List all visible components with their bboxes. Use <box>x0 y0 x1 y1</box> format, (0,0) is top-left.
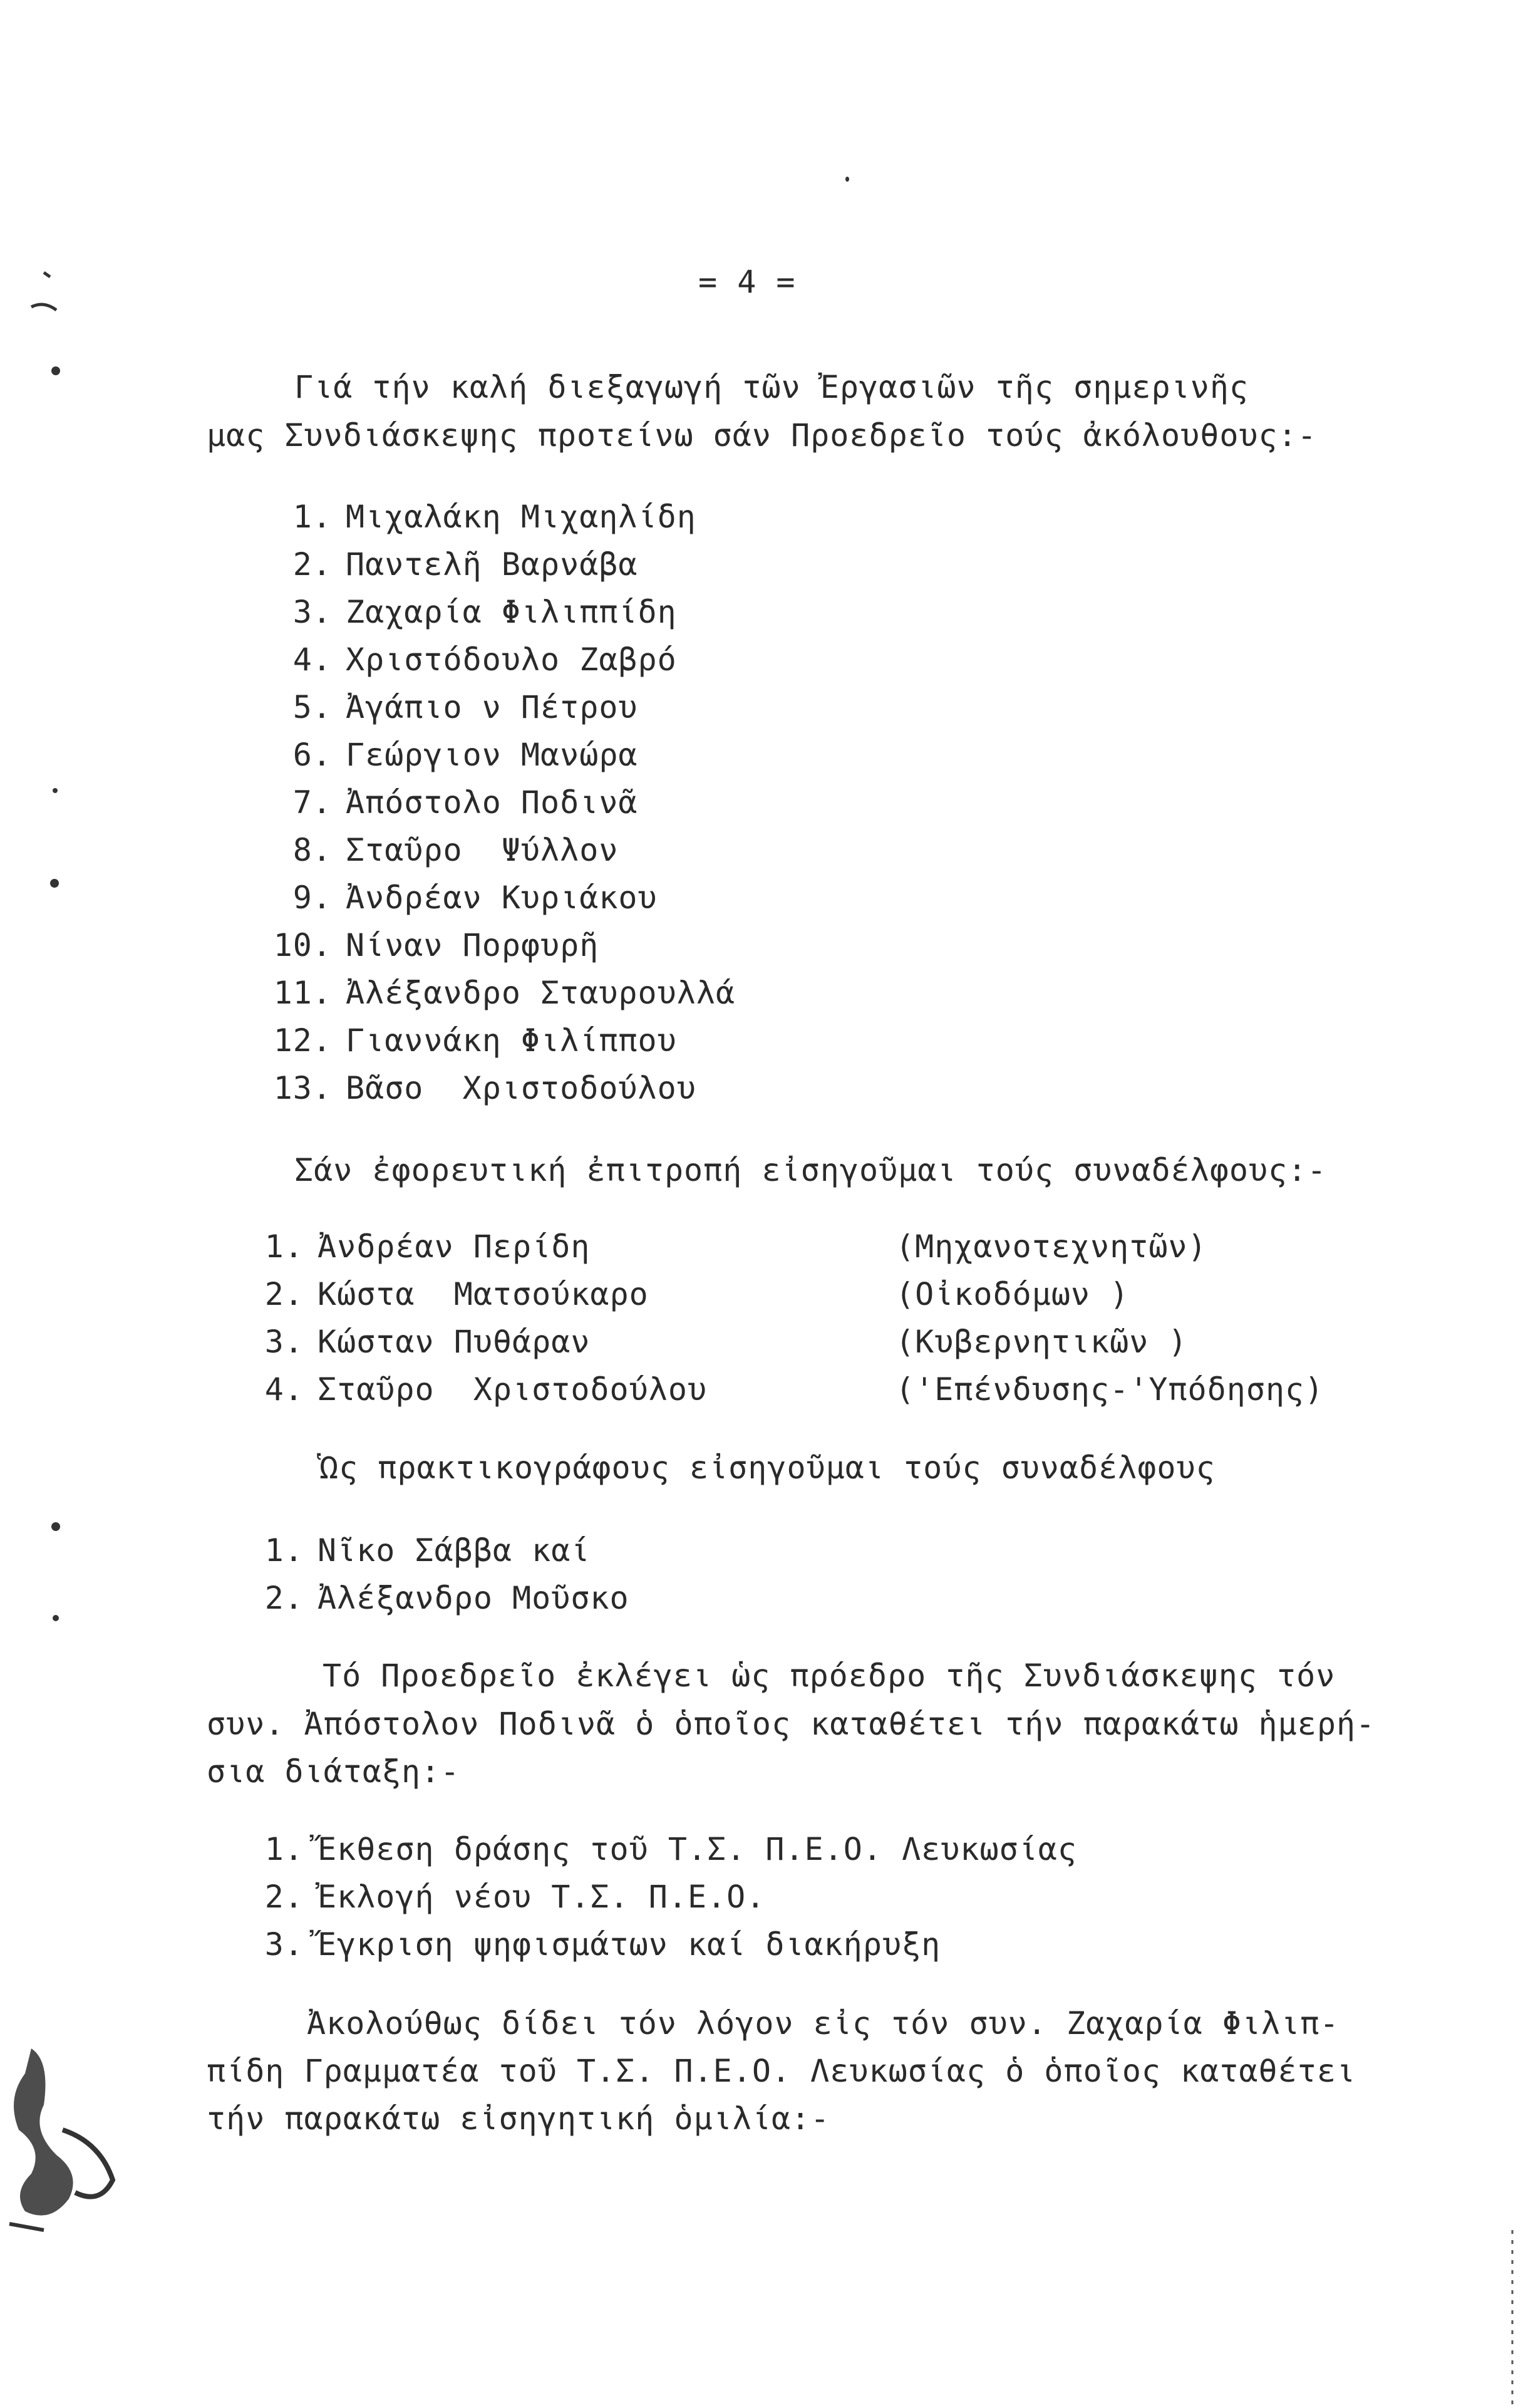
election-line-2: συν. Ἀπόστολον Ποδινᾶ ὁ ὁποῖος καταθέτει τήν παρακάτω ἡμερή- <box>207 1706 1376 1742</box>
list-item: 3. Ζαχαρία Φιλιππίδη <box>292 594 677 630</box>
secretaries-intro: Ὡς πρακτικογράφους εἰσηγοῦμαι τούς συναδέλφους <box>319 1450 1216 1486</box>
union-label: ('Επένδυσης-'Υπόδησης) <box>896 1371 1324 1408</box>
list-item: 9. Ἀνδρέαν Κυριάκου <box>292 880 658 916</box>
closing-line-3: τήν παρακάτω εἰσηγητική ὁμιλία:- <box>207 2100 830 2137</box>
list-item: 2. Ἀλέξανδρο Μοῦσκο <box>264 1580 629 1616</box>
scan-edge-stain <box>6 2036 125 2243</box>
scan-edge-right <box>1506 2230 1519 2405</box>
election-line-3: σια διάταξη:- <box>207 1753 460 1790</box>
intro-line-1: Γιά τήν καλή διεξαγωγή τῶν Ἐργασιῶν τῆς σημερινῆς <box>294 369 1249 405</box>
list-item: 11. Ἀλέξανδρο Σταυρουλλά <box>273 975 736 1011</box>
union-label: (Μηχανοτεχνητῶν) <box>896 1228 1207 1265</box>
list-item: 3. Κώσταν Πυθάραν <box>264 1324 591 1360</box>
closing-line-2: πίδη Γραμματέα τοῦ Τ.Σ. Π.Ε.Ο. Λευκωσίας ὁ ὁποῖος καταθέτει <box>207 2053 1356 2089</box>
union-label: (Κυβερνητικῶν ) <box>896 1324 1188 1360</box>
list-item: 1. Ἀνδρέαν Περίδη <box>264 1228 591 1265</box>
scan-speck <box>845 177 849 182</box>
list-item: 6. Γεώργιον Μανώρα <box>292 737 638 773</box>
election-line-1: Τό Προεδρεῖο ἐκλέγει ὡς πρόεδρο τῆς Συνδιάσκεψης τόν <box>323 1658 1336 1694</box>
list-item: 8. Σταῦρο Ψύλλον <box>292 832 619 868</box>
list-item: 3. Ἔγκριση ψηφισμάτων καί διακήρυξη <box>264 1926 941 1963</box>
scan-speck <box>53 1615 59 1621</box>
list-item: 5. Ἀγάπιο ν Πέτρου <box>292 689 638 725</box>
scan-speck <box>51 1522 60 1531</box>
list-item: 4. Σταῦρο Χριστοδούλου <box>264 1371 708 1408</box>
list-item: 2. Παντελῆ Βαρνάβα <box>292 546 638 583</box>
union-label: (Οἰκοδόμων ) <box>896 1276 1130 1312</box>
intro-line-2: μας Συνδιάσκεψης προτείνω σάν Προεδρεῖο τούς ἀκόλουθους:- <box>207 417 1317 454</box>
list-item: 1. Ἔκθεση δράσης τοῦ Τ.Σ. Π.Ε.Ο. Λευκωσίας <box>264 1831 1077 1867</box>
closing-line-1: Ἀκολούθως δίδει τόν λόγον εἰς τόν συν. Ζαχαρία Φιλιπ- <box>307 2005 1340 2042</box>
audit-intro: Σάν ἐφορευτική ἐπιτροπή εἰσηγοῦμαι τούς συναδέλφους:- <box>294 1152 1327 1188</box>
list-item: 7. Ἀπόστολο Ποδινᾶ <box>292 784 638 821</box>
scan-speck <box>53 788 58 793</box>
list-item: 10. Νίναν Πορφυρῆ <box>273 927 599 963</box>
list-item: 13. Βᾶσο Χριστοδούλου <box>273 1070 696 1106</box>
list-item: 12. Γιαννάκη Φιλίππου <box>273 1022 677 1059</box>
list-item: 4. Χριστόδουλο Ζαβρό <box>292 641 677 678</box>
list-item: 2. Κώστα Ματσούκαρο <box>264 1276 649 1312</box>
page-number: = 4 = <box>698 264 796 300</box>
scan-speck <box>50 879 59 888</box>
list-item: 1. Μιχαλάκη Μιχαηλίδη <box>292 499 696 535</box>
scan-edge-mark <box>25 269 63 326</box>
list-item: 1. Νῖκο Σάββα καί <box>264 1532 591 1569</box>
scan-speck <box>51 366 60 375</box>
list-item: 2. Ἐκλογή νέου Τ.Σ. Π.Ε.Ο. <box>264 1879 766 1915</box>
